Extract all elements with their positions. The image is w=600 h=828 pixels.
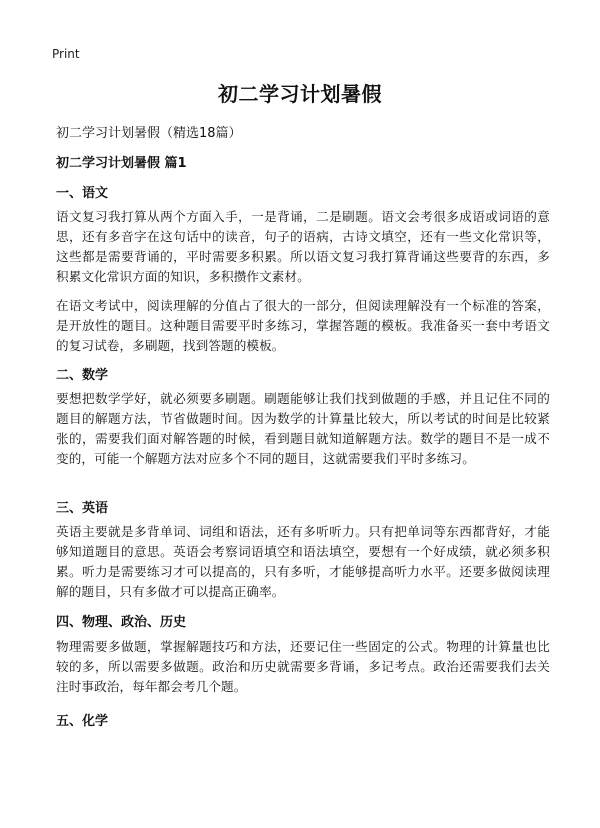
paragraph-chinese-2: 在语文考试中，阅读理解的分值占了很大的一部分，但阅读理解没有一个标准的答案，是开放性的题目。这种题目需要平时多练习，掌握答题的模板。我准备买一套中考语文的复习试卷，多刷题，找到答题的模板。 <box>56 298 550 353</box>
page-title: 初二学习计划暑假 <box>218 82 382 106</box>
document-subtitle: 初二学习计划暑假（精选18篇） <box>56 126 242 141</box>
paragraph-math-1: 要想把数学学好，就必须要多刷题。刷题能够让我们找到做题的手感，并且记住不同的题目的解题方法，节省做题时间。因为数学的计算量比较大，所以考试的时间是比较紧张的，需要我们面对解答题的时候，看到题目就知道解题方法。数学的题目不是一成不变的，可能一个解题方法对应多个不同的题目，这就需要我们平时多练习。 <box>56 391 550 466</box>
section-heading-english: 三、英语 <box>56 501 109 516</box>
paragraph-physics-politics-history-1: 物理需要多做题，掌握解题技巧和方法，还要记住一些固定的公式。物理的计算量也比较的多，所以需要多做题。政治和历史就需要多背诵，多记考点。政治还需要我们去关注时事政治，每年都会考几个题。 <box>56 639 550 694</box>
paragraph-chinese-1: 语文复习我打算从两个方面入手，一是背诵，二是刷题。语文会考很多成语或词语的意思，还有多音字在这句话中的读音，句子的语病，古诗文填空，还有一些文化常识等，这些都是需要背诵的，平时需要多积累。所以语文复习我打算背诵这些要背的东西，多积累文化常识方面的知识，多积攒作文素材。 <box>56 209 550 284</box>
section-heading-chemistry: 五、化学 <box>56 714 109 729</box>
paragraph-english-1: 英语主要就是多背单词、词组和语法，还有多听听力。只有把单词等东西都背好，才能够知道题目的意思。英语会考察词语填空和语法填空，要想有一个好成绩，就必须多积累。听力是需要练习才可以提高的，只有多听，才能够提高听力水平。还要多做阅读理解的题目，只有多做才可以提高正确率。 <box>56 524 550 599</box>
section-heading-physics-politics-history: 四、物理、政治、历史 <box>56 615 187 630</box>
print-link[interactable]: Print <box>52 47 80 61</box>
section-heading-chinese: 一、语文 <box>56 186 109 201</box>
article-heading: 初二学习计划暑假 篇1 <box>56 156 187 171</box>
section-heading-math: 二、数学 <box>56 368 109 383</box>
